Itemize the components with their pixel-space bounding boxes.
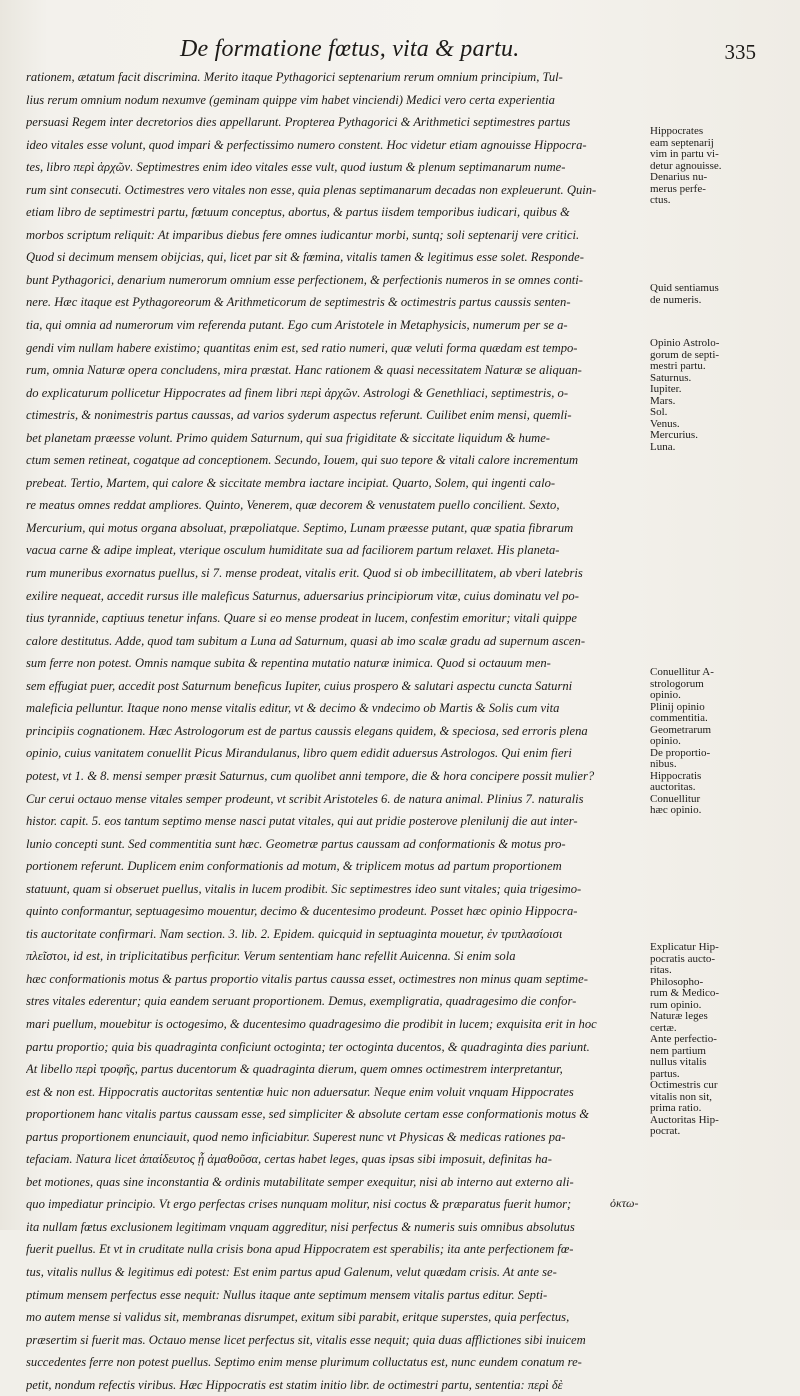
text-line: tefaciam. Natura licet ἀπαίδευτος ᾗ ἀμαθοῦσα, certas habet leges, quas ipsas sibi imposuit, definitas ha- <box>26 1152 552 1167</box>
text-line: tia, qui omnia ad numerorum vim referenda putant. Ego cum Aristotele in Metaphysicis, numerum per se a- <box>26 318 568 333</box>
text-line: præsertim si fuerit mas. Octauo mense licet perfectus sit, vitalis esse nequit; quia duas afflictiones sibi inuicem <box>26 1332 586 1347</box>
text-line: mari puellum, mouebitur is octogesimo, & ducentesimo quadragesimo die prodibit in lucem; exquisita erit in hoc <box>26 1016 597 1031</box>
text-line: calore destitutus. Adde, quod tam subitum a Luna ad Saturnum, quasi ab imo scalæ gradu ad supernum ascen- <box>26 633 586 648</box>
text-line: petit, nondum refectis viribus. Hæc Hippocratis est statim initio libr. de octimestri partu, sententia: περὶ δὲ <box>26 1377 563 1392</box>
text-line: mo autem mense si validus sit, membranas disrumpet, exitum sibi parabit, eritque superstes, quia perfectus, <box>26 1310 570 1325</box>
text-line: partu proportio; quia bis quadraginta conficiunt octoginta; ter octoginta ducentos, & quadraginta dies pariunt. <box>26 1039 590 1054</box>
text-line: sum ferre non potest. Omnis namque subita & repentina mutatio naturæ inimica. Quod si octauum men- <box>26 656 551 671</box>
text-line: lius rerum omnium nodum nexumve (geminam quippe vim habet vinciendi) Medici vero certa experientia <box>26 92 555 107</box>
text-line: maleficia pelluntur. Itaque nono mense vitalis editur, vt & decimo & vndecimo ob Martis & Solis cum vita <box>26 701 560 716</box>
text-line: statuunt, quam si obseruet puellus, vitalis in lucem prodibit. Sic septimestres ideo sunt vitales; quia trigesimo- <box>26 881 582 896</box>
text-line: ctum semen retineat, cogatque ad conceptionem. Secundo, Iouem, qui suo tepore & vitali calore incrementum <box>26 453 579 468</box>
text-line: ctimestris, & nonimestris partus caussas, ad varios syderum aspectus referunt. Cuilibet enim mensi, quemli- <box>26 408 572 423</box>
text-line: ideo vitales esse volunt, quod impari & perfectissimo numero constent. Hoc videtur etiam agnouisse Hippocra- <box>26 137 587 152</box>
text-line: tes, libro περὶ ἀρχῶν. Septimestres enim ideo vitales esse vult, quod iustum & plenum septimanarum nume- <box>26 160 566 175</box>
text-line: proportionem hanc vitalis partus caussam esse, sed simpliciter & absolute certam esse conformationis motus & <box>26 1107 590 1122</box>
text-line: rum, omnia Naturæ opera concludens, mira præstat. Hanc rationem & quasi necessitatem Naturæ se aliquan- <box>26 363 582 378</box>
text-line: quinto conformantur, septuagesimo mouentur, decimo & ducentesimo prodeunt. Posset hæc opinio Hippocra- <box>26 904 578 919</box>
text-line: opinio, cuius vanitatem conuellit Picus Mirandulanus, libro quem edidit aduersus Astrologos. Qui enim fieri <box>26 746 572 761</box>
text-line: portionem referunt. Duplicem enim conformationis ad motum, & triplicem motus ad partum proportionem <box>26 859 562 874</box>
margin-note: Opinio Astrolo- gorum de septi- mestri partu. Saturnus. Iupiter. Mars. Sol. Venus. Mercurius. Luna. <box>650 337 720 453</box>
margin-note: Quid sentiamus de numeris. <box>650 282 719 306</box>
text-line: gendi vim nullam habere existimo; quantitas enim est, sed ratio numeri, quæ veluti forma quædam est tempo- <box>26 340 578 355</box>
marginal-notes <box>650 0 800 1230</box>
running-title: De formatione fœtus, vita & partu. <box>180 36 520 62</box>
main-text-block <box>26 66 648 1396</box>
text-line: persuasi Regem inter decretorios dies appellarunt. Propterea Pythagorici & Arithmetici septimestres partus <box>26 115 571 130</box>
catchword: ὀκτω- <box>610 1196 639 1210</box>
text-line: vacua carne & adipe impleat, vterique osculum humiditate sua ad faciliorem partum relaxet. His planeta- <box>26 543 560 558</box>
text-line: ita nullam fœtus exclusionem legitimam vnquam aggreditur, nisi perfectus & numeris suis omnibus absolutus <box>26 1219 575 1234</box>
text-line: tus, vitalis nullus & legitimus edi potest: Est enim partus apud Galenum, velut quædam crisis. At ante se- <box>26 1264 557 1279</box>
text-line: sem effugiat puer, accedit post Saturnum beneficus Iupiter, cuius prospero & salutari aspectu cuncta Saturni <box>26 678 573 693</box>
margin-note: Hippocrates eam septenarij vim in partu vi- detur agnouisse. Denarius nu- merus perfe- ctus. <box>650 125 722 206</box>
text-line: partus proportionem enunciauit, quod nemo inficiabitur. Superest nunc vt Physicas & medicas rationes pa- <box>26 1129 566 1144</box>
text-line: bet motiones, quas sine inconstantia & ordinis mutabilitate semper exequitur, nisi ab interno aut externo ali- <box>26 1174 574 1189</box>
text-line: nere. Hæc itaque est Pythagoreorum & Arithmeticorum de septimestris & octimestris partus caussis senten- <box>26 295 571 310</box>
text-line: re meatus omnes reddat ampliores. Quinto, Venerem, quæ decorem & venustatem puello concilient. Sexto, <box>26 498 560 513</box>
text-line: ptimum mensem perfectus esse nequit: Nullus itaque ante septimum mensem vitalis partus editur. Septi- <box>26 1287 548 1302</box>
text-line: est & non est. Hippocratis auctoritas sententiæ huic non aduersatur. Neque enim voluit vnquam Hippocrates <box>26 1084 574 1099</box>
text-line: πλεῖστοι, id est, in triplicitatibus perficitur. Verum sententiam hanc refellit Auicenna. Si enim sola <box>26 949 516 964</box>
text-line: histor. capit. 5. eos tantum septimo mense nasci putat vitales, qui aut pridie posterove plenilunij die aut inter- <box>26 814 578 829</box>
text-line: prebeat. Tertio, Martem, qui calore & siccitate membra iactare incipiat. Quarto, Solem, qui ingenti calo- <box>26 475 556 490</box>
margin-note: Conuellitur A- strologorum opinio. Plinij opinio commentitia. Geometrarum opinio. De proportio- nibus. Hippocratis auctoritas. Conuellitur hæc opinio. <box>650 666 714 816</box>
text-line: morbos scriptum reliquit: At imparibus diebus fere omnes iudicantur morbi, suntq; soli septenarij vere critici. <box>26 227 580 242</box>
text-line: hæc conformationis motus & partus proportio vitalis partus caussa esset, octimestres non minus quam septime- <box>26 971 588 986</box>
text-line: exilire nequeat, accedit rursus ille maleficus Saturnus, aduersarius principiorum vitæ, cuius dominatu vel po- <box>26 588 579 603</box>
text-line: Mercurium, qui motus organa absoluat, præpoliatque. Septimo, Lunam præesse putant, quæ spatia fibrarum <box>26 520 574 535</box>
text-line: fuerit puellus. Et vt in cruditate nulla crisis bona apud Hippocratem est sperabilis; ita ante perfectionem fœ- <box>26 1242 574 1257</box>
text-line: Cur cerui octauo mense vitales semper prodeunt, vt scribit Aristoteles 6. de natura animal. Plinius 7. naturalis <box>26 791 584 806</box>
text-line: Quod si decimum mensem obijcias, qui, licet par sit & fœmina, vitalis tamen & legitimus esse solet. Responde- <box>26 250 584 265</box>
text-line: lunio concepti sunt. Sed commentitia sunt hæc. Geometræ partus caussam ad conformationis & motus pro- <box>26 836 566 851</box>
margin-note: Explicatur Hip- pocratis aucto- ritas. Philosopho- rum & Medico- rum opinio. Naturæ leges certæ. Ante perfectio- nem partium nullus vitalis partus. Octimestris cur vitalis non sit, prima ratio. Auctoritas Hip- pocrat. <box>650 941 720 1137</box>
text-line: do explicaturum pollicetur Hippocrates ad finem libri περὶ ἀρχῶν. Astrologi & Genethliaci, septimestris, o- <box>26 385 569 400</box>
text-line: rum sint consecuti. Octimestres vero vitales non esse, quia plenas septimanarum decadas non expleuerunt. Quin- <box>26 182 597 197</box>
text-line: bunt Pythagorici, denarium numerorum omnium esse perfectionem, & perfectionis numeros in se omnes conti- <box>26 272 583 287</box>
text-line: stres vitales ederentur; quia eandem seruant proportionem. Demus, exempligratia, quadragesimo die confor- <box>26 994 577 1009</box>
text-line: bet planetam præesse volunt. Primo quidem Saturnum, qui sua frigiditate & siccitate liquidum & hume- <box>26 430 550 445</box>
text-line: tius tyrannide, captiuus tenetur infans. Quare si eo mense prodeat in lucem, confestim emoritur; vitali quippe <box>26 611 578 626</box>
text-line: tis auctoritate confirmari. Nam section. 3. lib. 2. Epidem. quicquid in septuaginta mouetur, ἐν τριπλασίοισι <box>26 926 563 941</box>
text-line: quo impediatur principio. Vt ergo perfectas crises nunquam molitur, nisi coctus & præparatus fuerit humor; <box>26 1197 572 1212</box>
text-line: potest, vt 1. & 8. mensi semper præsit Saturnus, cum quolibet anni tempore, die & hora concipere possit mulier? <box>26 768 595 783</box>
page-number: 335 <box>724 40 756 64</box>
text-line: At libello περὶ τροφῆς, partus ducentorum & quadraginta dierum, quem omnes octimestrem interpretantur, <box>26 1062 563 1077</box>
text-line: rum muneribus exornatus puellus, si 7. mense prodeat, vitalis erit. Quod si ob imbecillitatem, ab vberi latebris <box>26 566 583 581</box>
text-line: succedentes ferre non potest puellus. Septimo enim mense plurimum colluctatus est, nunc eundem conatum re- <box>26 1355 582 1370</box>
text-line: rationem, ætatum facit discrimina. Merito itaque Pythagorici septenarium rerum omnium principium, Tul- <box>26 70 563 84</box>
text-line: principiis cognationem. Hæc Astrologorum est de partus caussis elegans quidem, & speciosa, sed erroris plena <box>26 723 588 738</box>
text-line: etiam libro de septimestri partu, fœtuum conceptus, abortus, & partus iisdem temporibus iudicari, quibus & <box>26 205 570 220</box>
